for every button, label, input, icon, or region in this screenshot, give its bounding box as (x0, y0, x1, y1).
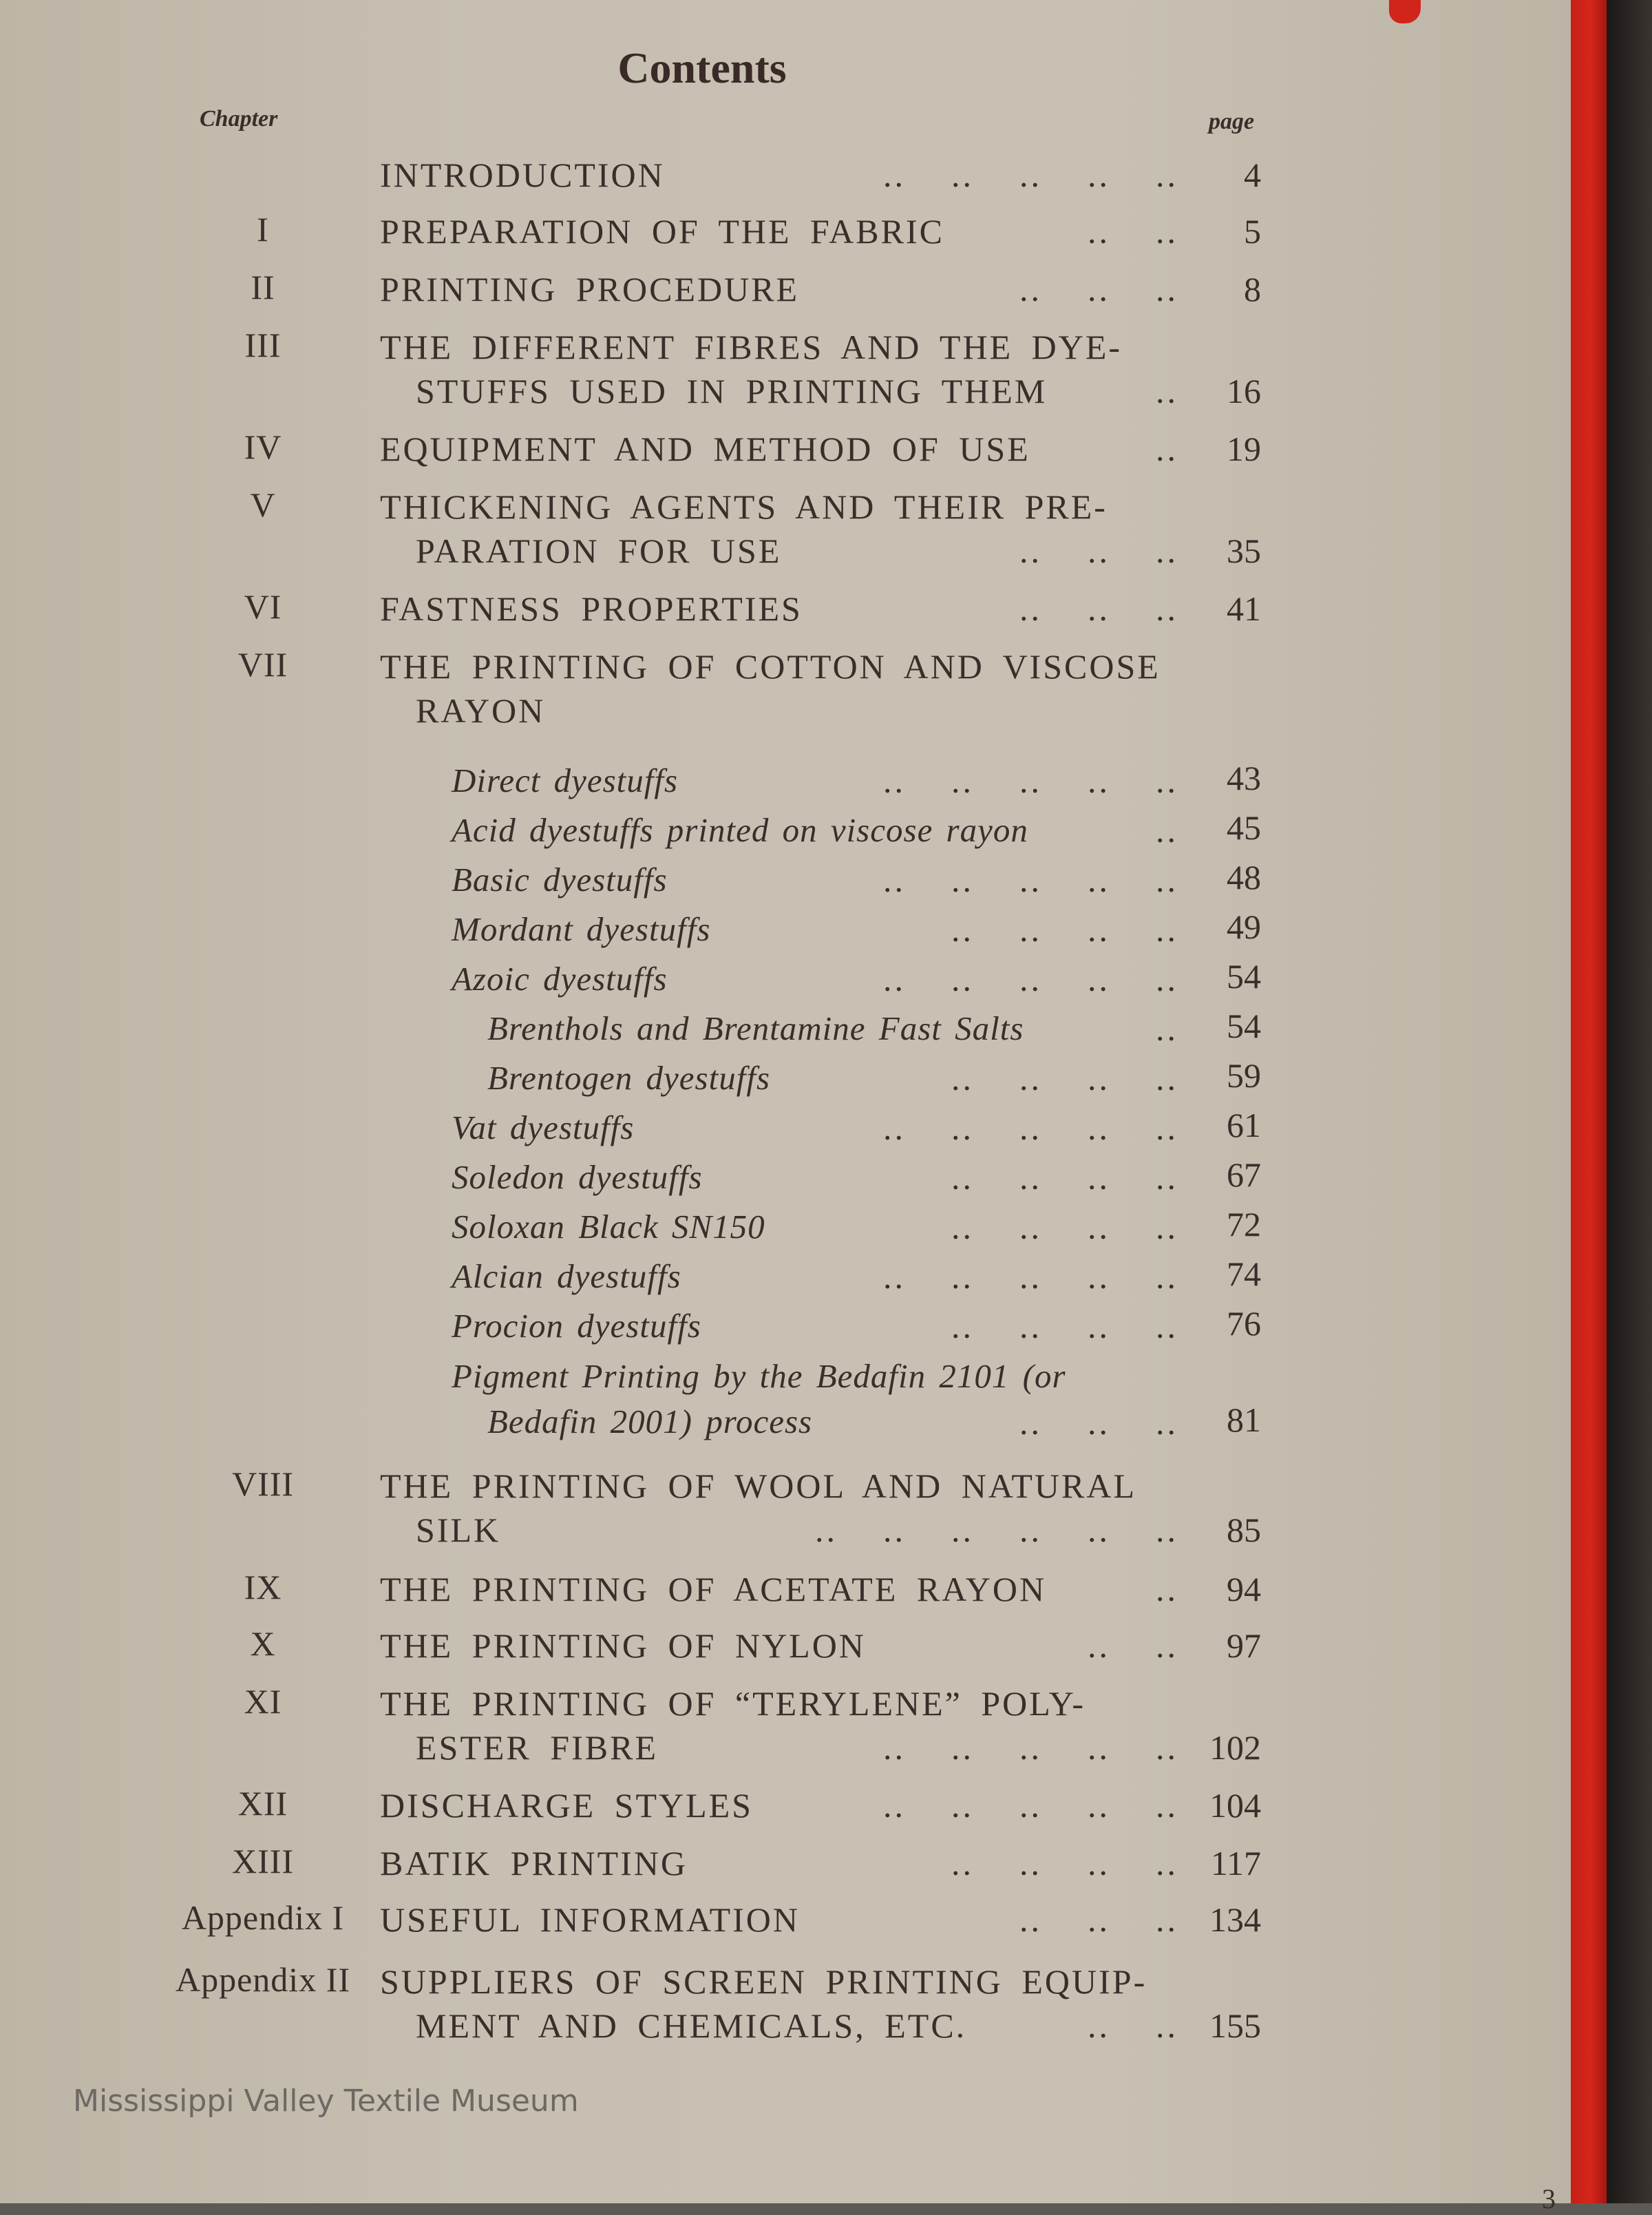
dot-leader: .. .. .. .. (951, 910, 1178, 949)
subentry-title (452, 1153, 1178, 1202)
subentry-title-line: Soledon dyestuffs (452, 1158, 703, 1196)
dot-leader: .. .. .. .. (951, 1208, 1178, 1246)
entry-title (380, 427, 1178, 471)
page-number-ref: 4 (1244, 156, 1261, 194)
chapter-number: X (250, 1624, 276, 1663)
entry-title-line: PARATION FOR USE (416, 532, 782, 570)
dot-leader: .. .. .. (1019, 1900, 1178, 1939)
entry-title-line: THE PRINTING OF NYLON (380, 1626, 866, 1665)
dot-leader: .. (1156, 811, 1178, 850)
dot-leader: .. .. .. (1019, 270, 1178, 308)
page-number-ref: 67 (1227, 1155, 1261, 1194)
toc-entry (0, 485, 1578, 573)
chapter-number: XI (244, 1682, 282, 1721)
watermark: Mississippi Valley Textile Museum (73, 2083, 579, 2119)
toc-entry (0, 587, 1578, 631)
chapter-number: IX (244, 1568, 282, 1606)
dot-leader: .. .. .. (1019, 532, 1178, 570)
entry-title-line: SILK (416, 1511, 501, 1549)
dot-leader: .. (1156, 1009, 1178, 1048)
subentry-title-line: Bedafin 2001) process (487, 1403, 813, 1440)
subentry-title-line: Procion dyestuffs (452, 1307, 701, 1345)
toc-entry (0, 427, 1578, 471)
chapter-number: Appendix I (181, 1898, 345, 1937)
entry-title-line: FASTNESS PROPERTIES (380, 589, 803, 628)
dot-leader: .. .. .. .. (951, 1158, 1178, 1197)
entry-title (380, 1898, 1178, 1942)
dot-leader: .. .. .. (1019, 1403, 1178, 1442)
page-number-ref: 49 (1227, 907, 1261, 946)
dot-leader: .. .. .. .. .. (883, 1786, 1178, 1825)
toc-entry (0, 1567, 1578, 1611)
chapter-column-header: Chapter (200, 106, 278, 132)
dot-leader: .. .. .. (1019, 589, 1178, 628)
page-number-ref: 16 (1227, 372, 1261, 410)
entry-title (380, 644, 1178, 733)
page-number-ref: 54 (1227, 1007, 1261, 1045)
page-number-ref: 104 (1209, 1786, 1261, 1825)
page-number-ref: 61 (1227, 1106, 1261, 1144)
page-number-ref: 102 (1209, 1728, 1261, 1767)
entry-title-line: INTRODUCTION (380, 156, 665, 194)
entry-title-line: PRINTING PROCEDURE (380, 270, 800, 308)
page-number-ref: 35 (1227, 532, 1261, 570)
dot-leader: .. .. (1088, 2006, 1178, 2045)
dot-leader: .. .. .. .. (951, 1844, 1178, 1882)
page-number-ref: 85 (1227, 1511, 1261, 1549)
toc-entry (0, 1624, 1578, 1668)
page-number-ref: 41 (1227, 589, 1261, 628)
entry-title-line: PREPARATION OF THE FABRIC (380, 212, 944, 251)
entry-title (380, 485, 1178, 573)
dot-leader: .. .. .. .. .. (883, 861, 1178, 899)
entry-title-line: THE PRINTING OF WOOL AND NATURAL (380, 1467, 1137, 1505)
toc-entry (0, 644, 1578, 733)
dot-leader: .. .. .. .. (951, 1059, 1178, 1098)
dot-leader: .. .. (1088, 212, 1178, 251)
subentry-title-line: Azoic dyestuffs (452, 960, 668, 998)
entry-title (380, 1841, 1178, 1885)
dot-leader: .. .. (1088, 1626, 1178, 1665)
entry-title-line: DISCHARGE STYLES (380, 1786, 753, 1825)
entry-title-line: THE DIFFERENT FIBRES AND THE DYE- (380, 328, 1123, 366)
dot-leader: .. .. .. .. .. (883, 1728, 1178, 1767)
entry-title (380, 153, 1178, 197)
subentry-title (452, 954, 1178, 1004)
subentry-title (452, 806, 1178, 855)
chapter-number: VII (237, 645, 288, 684)
subentry-title-line: Brenthols and Brentamine Fast Salts (487, 1009, 1024, 1047)
subentry-title-line: Alcian dyestuffs (452, 1257, 681, 1295)
page-number-ref: 74 (1227, 1255, 1261, 1293)
subentry-title-line: Pigment Printing by the Bedafin 2101 (or (452, 1357, 1066, 1395)
page-number-ref: 45 (1227, 808, 1261, 847)
chapter-number: Appendix II (176, 1960, 350, 1999)
dot-leader: .. .. .. .. .. .. (815, 1511, 1178, 1549)
toc-entry (0, 267, 1578, 311)
page-number-ref: 97 (1227, 1626, 1261, 1665)
entry-title-line: EQUIPMENT AND METHOD OF USE (380, 430, 1030, 468)
subentry-title-line: Vat dyestuffs (452, 1109, 635, 1146)
chapter-number: IV (244, 428, 282, 466)
dot-leader: .. (1156, 1570, 1178, 1608)
toc-entry (0, 1960, 1578, 2048)
dot-leader: .. .. .. .. (951, 1307, 1178, 1345)
subentry-title (452, 1202, 1178, 1252)
chapter-number: VI (244, 587, 282, 626)
subentry-title-line: Direct dyestuffs (452, 762, 679, 799)
entry-title-line: STUFFS USED IN PRINTING THEM (416, 372, 1048, 410)
entry-title (380, 1960, 1178, 2048)
page-number-ref: 59 (1227, 1056, 1261, 1095)
chapter-number: I (257, 210, 269, 249)
page-number-ref: 155 (1209, 2006, 1261, 2045)
entry-title (380, 1681, 1178, 1770)
entry-title (380, 1464, 1178, 1552)
page-number-ref: 8 (1244, 270, 1261, 308)
page-number-ref: 76 (1227, 1304, 1261, 1343)
page-number-ref: 19 (1227, 430, 1261, 468)
dot-leader: .. (1156, 430, 1178, 468)
entry-title-line: USEFUL INFORMATION (380, 1900, 801, 1939)
subentry-title (452, 1354, 1178, 1445)
chapter-number: III (244, 326, 282, 364)
toc-entry (0, 209, 1578, 253)
subentry-title-line: Basic dyestuffs (452, 861, 668, 899)
page-title: Contents (617, 43, 787, 92)
subentry-title (452, 1301, 1178, 1351)
dot-leader: .. .. .. .. .. (883, 1257, 1178, 1296)
entry-title (380, 267, 1178, 311)
dot-leader: .. .. .. .. .. (883, 762, 1178, 800)
page-number: 3 (1542, 2183, 1556, 2214)
subentry-title (452, 855, 1178, 905)
entry-title-line: THICKENING AGENTS AND THEIR PRE- (380, 487, 1108, 526)
entry-title (380, 1624, 1178, 1668)
toc-entry (0, 1898, 1578, 1942)
subentry-title (452, 756, 1178, 806)
dark-background-edge (1607, 0, 1652, 2203)
subentry-title (487, 1053, 1178, 1103)
toc-entry (0, 1783, 1578, 1827)
entry-title-line: ESTER FIBRE (416, 1728, 658, 1767)
subentry-title (487, 1004, 1178, 1053)
subentry-title (452, 905, 1178, 954)
page-number-ref: 54 (1227, 957, 1261, 996)
page-number-ref: 72 (1227, 1205, 1261, 1243)
entry-title (380, 587, 1178, 631)
entry-title (380, 1567, 1178, 1611)
entry-title-line: THE PRINTING OF ACETATE RAYON (380, 1570, 1047, 1608)
dot-leader: .. .. .. .. .. (883, 1109, 1178, 1147)
subentry-title (452, 1103, 1178, 1153)
entry-title (380, 209, 1178, 253)
chapter-number: XIII (231, 1842, 295, 1880)
entry-title-line: THE PRINTING OF “TERYLENE” POLY- (380, 1684, 1086, 1723)
chapter-number: II (251, 268, 275, 306)
toc-entry (0, 1681, 1578, 1770)
entry-title (380, 325, 1178, 413)
entry-title (380, 1783, 1178, 1827)
page-number-ref: 48 (1227, 858, 1261, 896)
page-number-ref: 5 (1244, 212, 1261, 251)
page-number-ref: 117 (1210, 1844, 1261, 1882)
toc-entry (0, 1841, 1578, 1885)
subentry-title-line: Acid dyestuffs printed on viscose rayon (452, 811, 1028, 849)
chapter-number: V (250, 485, 276, 524)
page-number-ref: 81 (1227, 1400, 1261, 1439)
entry-title-line: BATIK PRINTING (380, 1844, 688, 1882)
page-column-header: page (1209, 109, 1255, 134)
toc-entry (0, 1464, 1578, 1552)
entry-title-line: MENT AND CHEMICALS, ETC. (416, 2006, 967, 2045)
chapter-number: XII (237, 1784, 288, 1823)
subentry-title (452, 1252, 1178, 1301)
dot-leader: .. .. .. .. .. (883, 960, 1178, 998)
page-number-ref: 134 (1209, 1900, 1261, 1939)
chapter-number: VIII (231, 1465, 295, 1503)
subentry-title-line: Brentogen dyestuffs (487, 1059, 771, 1097)
toc-entry (0, 325, 1578, 413)
page-number-ref: 43 (1227, 759, 1261, 797)
dot-leader: .. .. .. .. .. (883, 156, 1178, 194)
subentry-title-line: Mordant dyestuffs (452, 910, 711, 948)
page-number-ref: 94 (1227, 1570, 1261, 1608)
toc-entry (0, 153, 1578, 197)
entry-title-line: RAYON (416, 691, 546, 730)
dot-leader: .. (1156, 372, 1178, 410)
subentry-title-line: Soloxan Black SN150 (452, 1208, 765, 1246)
entry-title-line: THE PRINTING OF COTTON AND VISCOSE (380, 647, 1161, 686)
entry-title-line: SUPPLIERS OF SCREEN PRINTING EQUIP- (380, 1962, 1147, 2001)
